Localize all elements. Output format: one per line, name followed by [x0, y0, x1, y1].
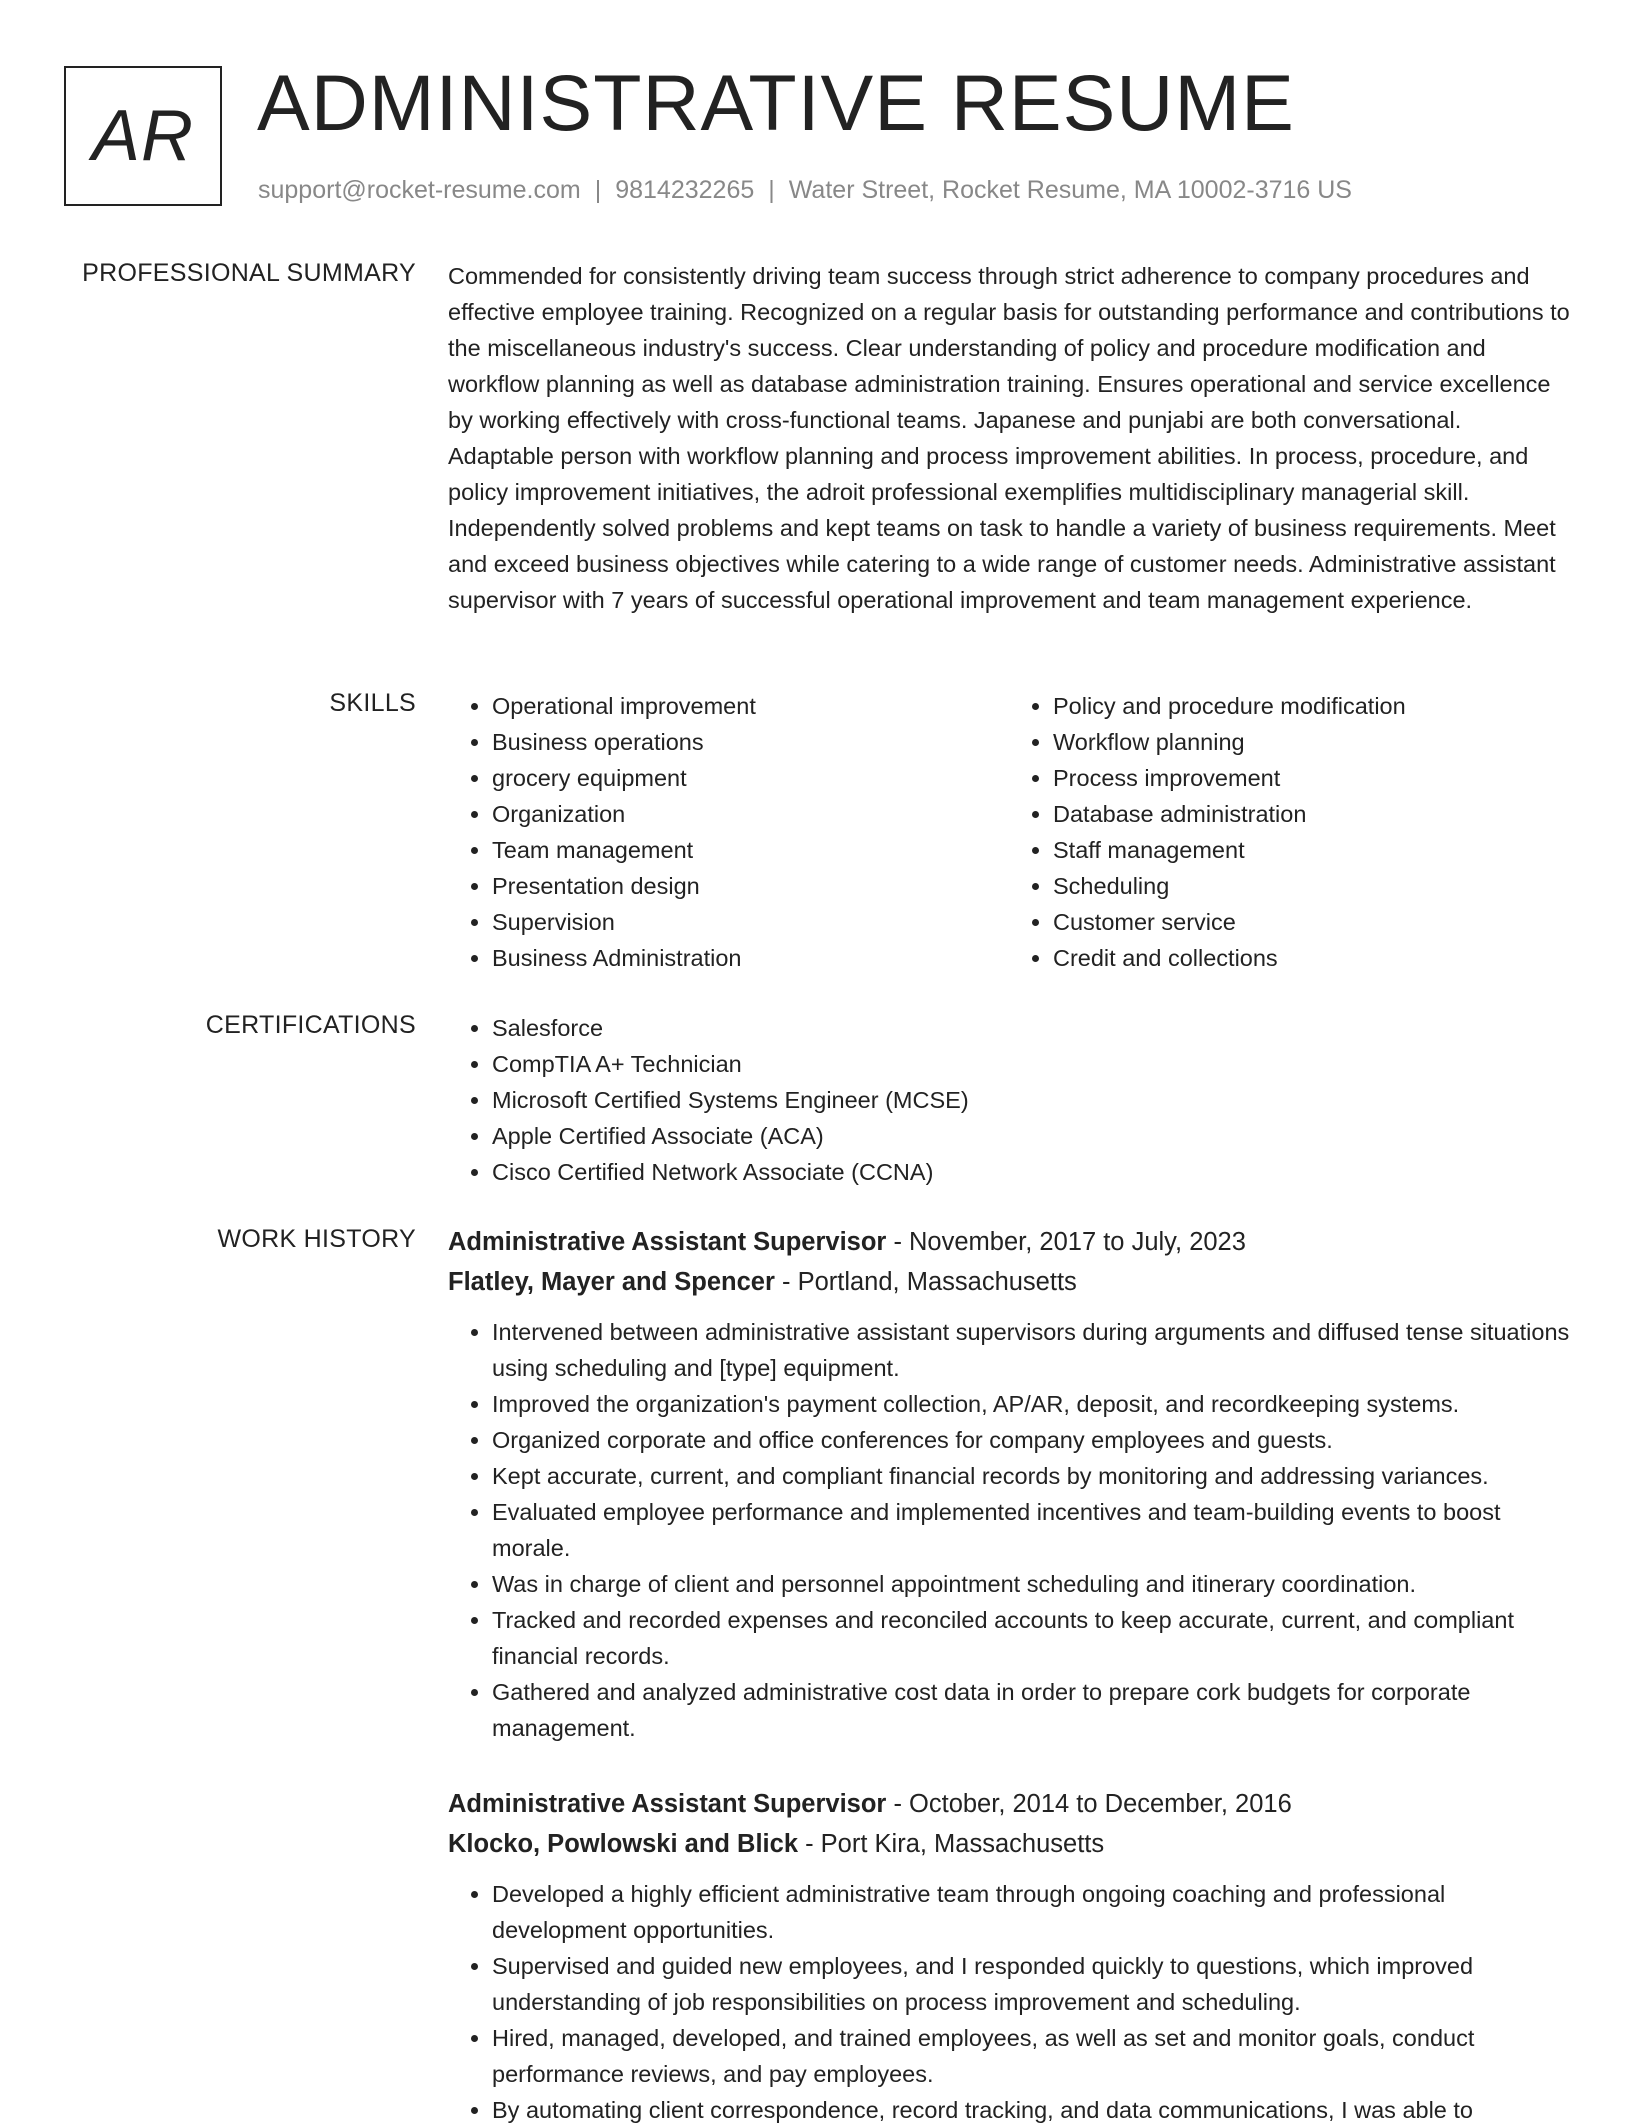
job-duty: • Gathered and analyzed administrative cost data in order to prepare cork budgets for corporate management.: [492, 1674, 1570, 1746]
certification-item: • Cisco Certified Network Associate (CCNA): [492, 1154, 1570, 1190]
summary-body: [448, 258, 1570, 618]
job-entry: [448, 1784, 1570, 2128]
skill-item: • Operational improvement: [492, 688, 1009, 724]
job-duty: • Hired, managed, developed, and trained employees, as well as set and monitor goals, conduct performance reviews, and pay employees.: [492, 2020, 1570, 2092]
contact-separator: |: [768, 176, 775, 204]
skills-list-left: [448, 688, 1009, 976]
skill-item: • Customer service: [1053, 904, 1570, 940]
skills-list-right: [1009, 688, 1570, 976]
certification-item: • Apple Certified Associate (ACA): [492, 1118, 1570, 1154]
skill-item: • Staff management: [1053, 832, 1570, 868]
skill-item: • Database administration: [1053, 796, 1570, 832]
contact-separator: |: [594, 176, 602, 204]
job-company: Klocko, Powlowski and Blick: [448, 1830, 799, 1858]
contact-address: Water Street, Rocket Resume, MA 10002-3716 US: [788, 176, 1352, 204]
skills-heading: SKILLS: [329, 689, 416, 717]
skill-item: • Business operations: [492, 724, 1009, 760]
certifications-body: [448, 1010, 1570, 1190]
skill-item: • Presentation design: [492, 868, 1009, 904]
job-dates: - October, 2014 to December, 2016: [886, 1790, 1292, 1818]
job-company-line: [448, 1824, 1570, 1864]
contact-email: support@rocket-resume.com: [258, 176, 581, 204]
job-duty: • Developed a highly efficient administrative team through ongoing coaching and professional development opportunities.: [492, 1876, 1570, 1948]
certification-item: • CompTIA A+ Technician: [492, 1046, 1570, 1082]
job-location: - Portland, Massachusetts: [774, 1268, 1077, 1296]
certifications-heading: CERTIFICATIONS: [205, 1011, 416, 1039]
skill-item: • Organization: [492, 796, 1009, 832]
skill-item: • Business Administration: [492, 940, 1009, 976]
monogram-badge: [64, 66, 222, 206]
contact-phone: 9814232265: [615, 176, 755, 204]
job-title-line: [448, 1784, 1570, 1824]
work-history-heading: WORK HISTORY: [217, 1225, 416, 1253]
job-location: - Port Kira, Massachusetts: [798, 1830, 1105, 1858]
job-dates: - November, 2017 to July, 2023: [886, 1228, 1246, 1256]
job-title: Administrative Assistant Supervisor: [448, 1790, 887, 1818]
job-duty: • Kept accurate, current, and compliant financial records by monitoring and addressing variances.: [492, 1458, 1570, 1494]
skill-item: • Credit and collections: [1053, 940, 1570, 976]
certification-item: • Salesforce: [492, 1010, 1570, 1046]
contact-line: [258, 176, 1352, 205]
job-duty: • Improved the organization's payment collection, AP/AR, deposit, and recordkeeping systems.: [492, 1386, 1570, 1422]
summary-text: Commended for consistently driving team success through strict adherence to company procedures and effective employee training. Recognized on a regular basis for outstanding performance and contributions to the miscellaneous industry's success. Clear understanding of policy and procedure modification and workflow planning as well as database administration training. Ensures operational and service excellence by working effectively with cross-functional teams. Japanese and punjabi are both conversational. Adaptable person with workflow planning and process improvement abilities. In process, procedure, and policy improvement initiatives, the adroit professional exemplifies multidisciplinary managerial skill. Independently solved problems and kept teams on task to handle a variety of business requirements. Meet and exceed business objectives while catering to a wide range of customer needs. Administrative assistant supervisor with 7 years of successful operational improvement and team management experience.: [448, 263, 1570, 613]
job-duty: • Intervened between administrative assistant supervisors during arguments and diffused tense situations using scheduling and [type] equipment.: [492, 1314, 1570, 1386]
skill-item: • Policy and procedure modification: [1053, 688, 1570, 724]
job-duties-list: [448, 1876, 1570, 2128]
job-company: Flatley, Mayer and Spencer: [448, 1268, 775, 1296]
job-duty: • Supervised and guided new employees, and I responded quickly to questions, which improved understanding of job responsibilities on process improvement and scheduling.: [492, 1948, 1570, 2020]
skill-item: • Team management: [492, 832, 1009, 868]
skill-item: • Scheduling: [1053, 868, 1570, 904]
job-duty: • Tracked and recorded expenses and reconciled accounts to keep accurate, current, and compliant financial records.: [492, 1602, 1570, 1674]
summary-heading: PROFESSIONAL SUMMARY: [82, 259, 416, 287]
job-title: Administrative Assistant Supervisor: [448, 1228, 887, 1256]
work-history-body: [448, 1222, 1570, 2128]
skill-item: • grocery equipment: [492, 760, 1009, 796]
job-duty: • Was in charge of client and personnel appointment scheduling and itinerary coordination.: [492, 1566, 1570, 1602]
monogram-initials: AR: [91, 96, 195, 176]
job-duty: • Evaluated employee performance and implemented incentives and team-building events to boost morale.: [492, 1494, 1570, 1566]
job-duty: • Organized corporate and office conferences for company employees and guests.: [492, 1422, 1570, 1458]
job-duties-list: [448, 1314, 1570, 1746]
skill-item: • Process improvement: [1053, 760, 1570, 796]
job-title-line: [448, 1222, 1570, 1262]
job-entry: [448, 1222, 1570, 1746]
certifications-list: [448, 1010, 1570, 1190]
skills-body: [448, 688, 1570, 976]
job-company-line: [448, 1262, 1570, 1302]
job-duty: • By automating client correspondence, record tracking, and data communications, I was able to: [492, 2092, 1570, 2128]
skill-item: • Supervision: [492, 904, 1009, 940]
certification-item: • Microsoft Certified Systems Engineer (MCSE): [492, 1082, 1570, 1118]
resume-title: ADMINISTRATIVE RESUME: [257, 58, 1295, 147]
skill-item: • Workflow planning: [1053, 724, 1570, 760]
